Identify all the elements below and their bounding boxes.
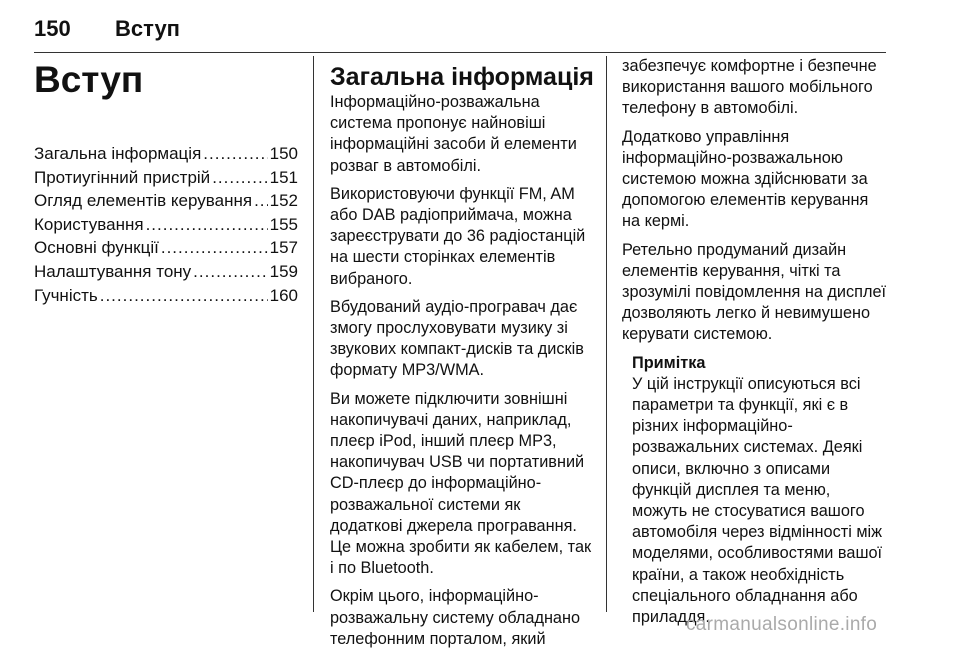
toc-leader-dots: [146, 213, 268, 237]
toc-entry-label: Основні функції: [34, 238, 159, 258]
watermark: carmanualsonline.info: [686, 614, 878, 635]
body-paragraph: Використовуючи функції FM, AM або DAB радіоприймача, можна зареєструвати до 36 радіостанцій на шести сторінках елементів вибраного.: [330, 184, 586, 288]
toc-entry-label: Гучність: [34, 285, 98, 305]
toc-entry[interactable]: [34, 189, 298, 213]
toc-entry-page: 157: [269, 238, 298, 258]
toc-leader-dots: [100, 284, 268, 308]
toc-entry-page: 151: [269, 167, 298, 187]
toc-entry[interactable]: [34, 236, 298, 260]
body-paragraph: забезпечує комфортне і безпечне використання вашого мобільного телефону в автомобілі.: [622, 57, 877, 118]
note-title: Примітка: [632, 353, 706, 372]
toc-entry-page: 152: [269, 191, 298, 211]
toc-entry-label: Огляд елементів керування: [34, 191, 253, 211]
toc-entry-page: 160: [269, 285, 298, 305]
body-paragraph: Ви можете підключити зовнішні накопичувачі даних, наприклад, плеєр iPod, інший плеєр MP3, накопичувач USB чи портативний CD-плеєр до інформаційно-розважальної системи як додаткові джерела програвання. Це можна зробити як кабелем, так і по Bluetooth.: [330, 389, 592, 578]
toc-leader-dots: [212, 166, 267, 190]
toc-entry[interactable]: [34, 260, 298, 284]
toc-leader-dots: [254, 189, 268, 213]
column-divider-2: [606, 56, 607, 612]
toc-entry-page: 159: [269, 261, 298, 281]
toc-entry-label: Загальна інформація: [34, 144, 202, 163]
body-paragraph: Інформаційно-розважальна система пропонує найновіші інформаційні засоби й елементи розваг в автомобілі.: [330, 93, 577, 175]
column-general-info: [330, 56, 594, 657]
toc-entry-label: Протиугінний пристрій: [34, 167, 211, 187]
page-number: 150: [34, 16, 71, 41]
running-title: Вступ: [115, 16, 180, 41]
body-paragraph: Вбудований аудіо-програвач дає змогу прослуховувати музику зі звукових компакт-дисків та дисків формату MP3/WMA.: [330, 297, 584, 380]
toc-entry-label: Налаштування тону: [34, 261, 192, 281]
table-of-contents: [34, 142, 298, 307]
toc-entry-page: 155: [269, 214, 298, 234]
body-paragraph: Ретельно продуманий дизайн елементів керування, чіткі та зрозумілі повідомлення на дисплеї дозволяють легко й невимушено керувати системою.: [622, 240, 887, 344]
column-toc: [34, 56, 298, 307]
column-divider-1: [313, 56, 314, 612]
toc-entry[interactable]: [34, 142, 298, 166]
chapter-title: Вступ: [34, 59, 144, 100]
toc-leader-dots: [193, 260, 267, 284]
column-continued: [622, 56, 888, 628]
toc-entry[interactable]: [34, 284, 298, 308]
toc-entry[interactable]: [34, 213, 298, 237]
body-paragraph: Додатково управління інформаційно-розважальною системою можна здійснювати за допомогою елементів керування на кермі.: [622, 127, 869, 231]
page-header: [34, 12, 886, 53]
section-title: Загальна інформація: [330, 63, 594, 91]
note-box: [632, 353, 888, 629]
body-paragraph: Окрім цього, інформаційно-розважальну систему обладнано телефонним порталом, який: [330, 587, 581, 648]
toc-leader-dots: [203, 142, 267, 166]
toc-leader-dots: [161, 236, 268, 260]
toc-entry-label: Користування: [34, 214, 144, 234]
toc-entry-page: 150: [269, 144, 298, 163]
toc-entry[interactable]: [34, 166, 298, 190]
note-text: У цій інструкції описуються всі параметри та функції, які є в різних інформаційно-розважальних системах. Деякі описи, включно з описами функцій дисплея та меню, можуть не стосуватися вашого автомобіля через відмінності між моделями, особливостями вашої країни, а також необхідність спеціального обладнання або приладдя.: [632, 374, 883, 627]
